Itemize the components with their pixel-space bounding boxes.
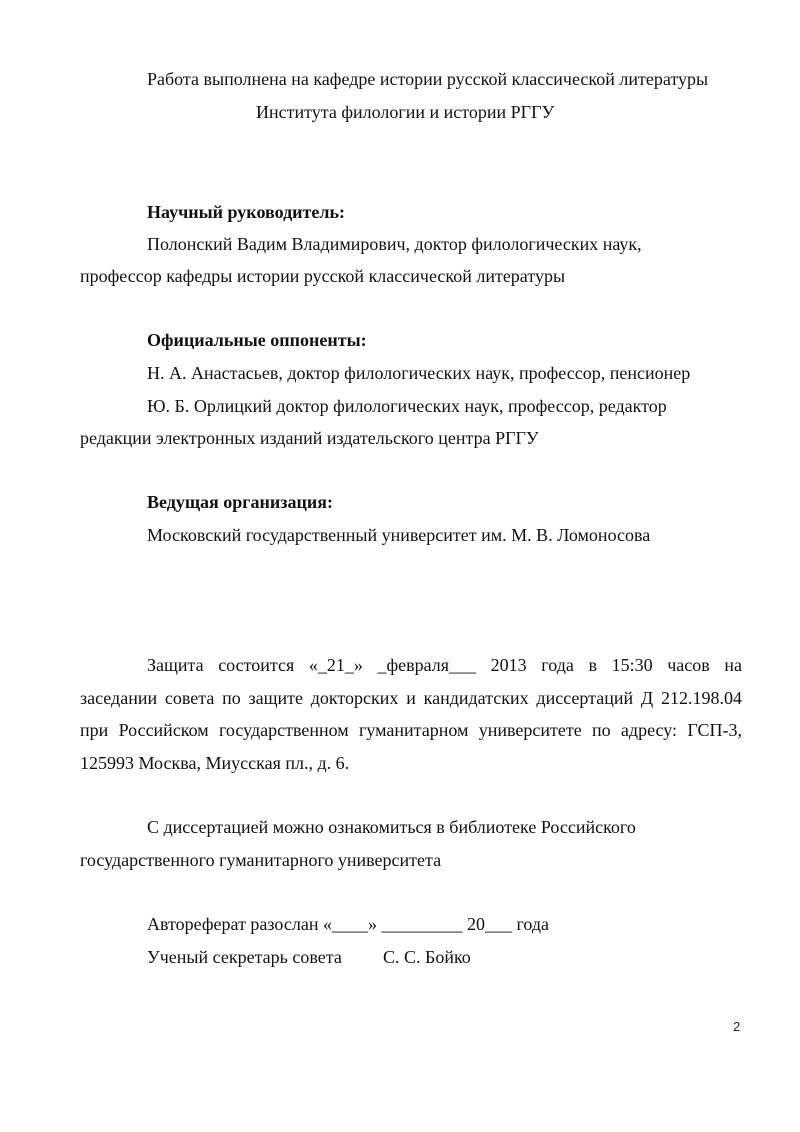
supervisor-heading: Научный руководитель: — [147, 202, 345, 222]
library-line-1: С диссертацией можно ознакомиться в библиотеке Российского — [147, 817, 636, 837]
defense-line-1: Защита состоится «_21_» _февраля___ 2013 года в 15:30 часов на — [147, 655, 742, 675]
dispatch-line: Автореферат разослан «____» _________ 20___ года — [147, 914, 550, 934]
header-line-2: Института филологии и истории РГГУ — [256, 102, 555, 122]
lead-org-line-1: Московский государственный университет им. М. В. Ломоносова — [147, 525, 651, 545]
opponent-line-3: редакции электронных изданий издательского центра РГГУ — [80, 428, 539, 448]
header-line-1: Работа выполнена на кафедре истории русской классической литературы — [147, 69, 709, 89]
opponents-heading: Официальные оппоненты: — [147, 330, 367, 350]
supervisor-line-1: Полонский Вадим Владимирович, доктор филологических наук, — [147, 234, 642, 254]
secretary-label: Ученый секретарь совета — [147, 947, 342, 967]
supervisor-line-2: профессор кафедры истории русской классической литературы — [80, 266, 566, 286]
defense-line-2: заседании совета по защите докторских и кандидатских диссертаций Д 212.198.04 — [80, 688, 742, 708]
defense-line-4: 125993 Москва, Миусская пл., д. 6. — [80, 753, 350, 773]
library-line-2: государственного гуманитарного университета — [80, 850, 442, 870]
defense-line-3: при Российском государственном гуманитарном университете по адресу: ГСП-3, — [80, 720, 742, 740]
page-number: 2 — [733, 1019, 741, 1034]
opponent-line-2: Ю. Б. Орлицкий доктор филологических наук, профессор, редактор — [147, 396, 667, 416]
lead-org-heading: Ведущая организация: — [147, 492, 333, 512]
opponent-line-1: Н. А. Анастасьев, доктор филологических наук, профессор, пенсионер — [147, 363, 691, 383]
secretary-name: С. С. Бойко — [383, 947, 471, 967]
